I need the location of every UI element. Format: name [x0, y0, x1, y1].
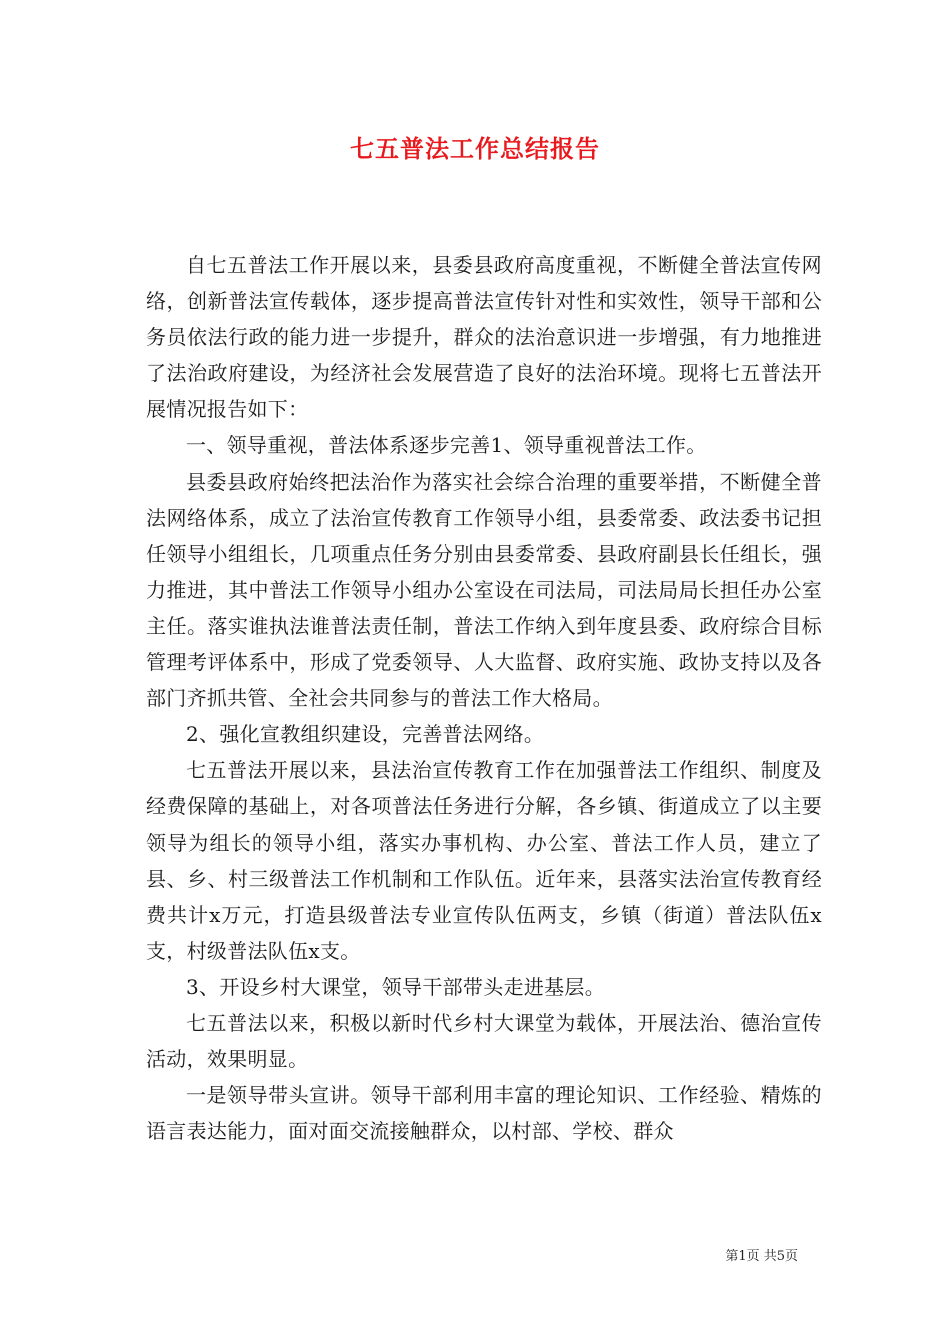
document-title: 七五普法工作总结报告 [350, 134, 600, 163]
paragraph-organization: 七五普法开展以来，县法治宣传教育工作在加强普法工作组织、制度及经费保障的基础上，对各项普法任务进行分解，各乡镇、街道成立了以主要领导为组长的领导小组，落实办事机构、办公室、普法工作人员，建立了县、乡、村三级普法工作机制和工作队伍。近年来，县落实法治宣传教育经费共计x万元，打造县级普法专业宣传队伍两支，乡镇（街道）普法队伍x支，村级普法队伍x支。 [146, 758, 822, 963]
paragraph-heading-2: 2、强化宣教组织建设，完善普法网络。 [186, 722, 545, 747]
paragraph-rural-classroom: 七五普法以来，积极以新时代乡村大课堂为载体，开展法治、德治宣传活动，效果明显。 [146, 1010, 822, 1072]
page-number-footer: 第1页 共5页 [725, 1249, 798, 1264]
paragraph-lecture: 一是领导带头宣讲。领导干部利用丰富的理论知识、工作经验、精炼的语言表达能力，面对面交流接触群众，以村部、学校、群众 [146, 1083, 822, 1144]
paragraph-heading-1: 一、领导重视，普法体系逐步完善1、领导重视普法工作。 [186, 433, 707, 458]
paragraph-intro: 自七五普法工作开展以来，县委县政府高度重视，不断健全普法宣传网络，创新普法宣传载体，逐步提高普法宣传针对性和实效性，领导干部和公务员依法行政的能力进一步提升，群众的法治意识进一步增强，有力地推进了法治政府建设，为经济社会发展营造了良好的法治环境。现将七五普法开展情况报告如下： [146, 253, 822, 422]
paragraph-heading-3: 3、开设乡村大课堂，领导干部带头走进基层。 [186, 974, 606, 999]
document-body [146, 247, 822, 1149]
paragraph-leadership: 县委县政府始终把法治作为落实社会综合治理的重要举措，不断健全普法网络体系，成立了法治宣传教育工作领导小组，县委常委、政法委书记担任领导小组组长，几项重点任务分别由县委常委、县政府副县长任组长，强力推进，其中普法工作领导小组办公室设在司法局，司法局局长担任办公室主任。落实谁执法谁普法责任制，普法工作纳入到年度县委、政府综合目标管理考评体系中，形成了党委领导、人大监督、政府实施、政协支持以及各部门齐抓共管、全社会共同参与的普法工作大格局。 [146, 469, 822, 711]
